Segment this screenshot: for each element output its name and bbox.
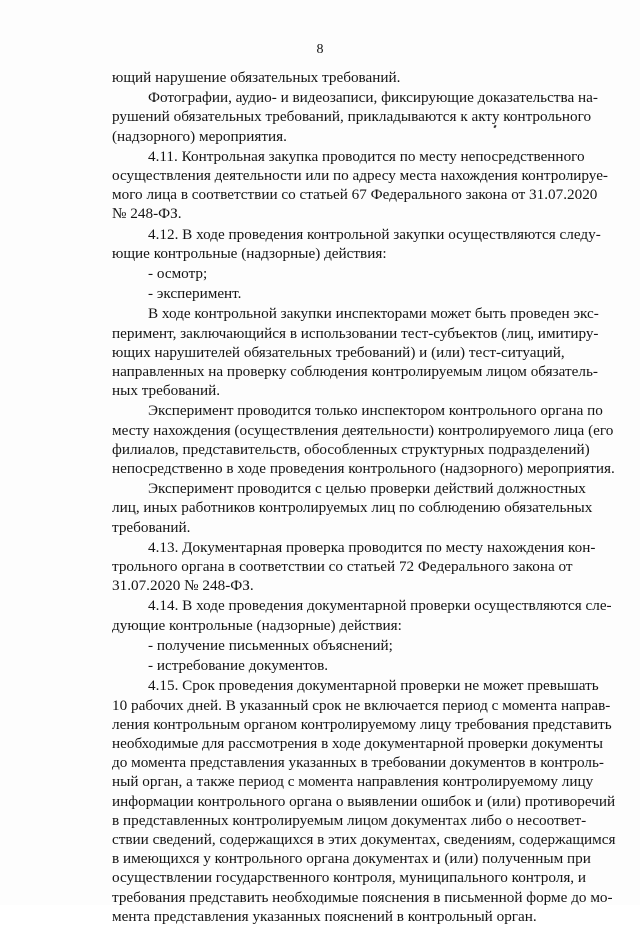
text-line: лиц, иных работников контролируемых лиц по соблюдению обязательных (112, 499, 593, 517)
text-line: осуществления деятельности или по адресу места нахождения контролируе- (112, 167, 608, 185)
text-line: ных требований. (112, 382, 221, 400)
page-number: 8 (316, 42, 324, 57)
text-line: мого лица в соответствии со статьей 67 Федерального закона от 31.07.2020 (112, 186, 598, 204)
text-line: ющие контрольные (надзорные) действия: (112, 244, 387, 262)
text-line: требования представить необходимые пояснения в письменной форме до мо- (112, 888, 613, 906)
text-line: требований. (112, 518, 191, 536)
paragraph (112, 304, 599, 400)
text-line: осуществлении государственного контроля, муниципального контроля, и (112, 869, 587, 887)
paragraph (112, 225, 601, 263)
document-body (112, 68, 616, 927)
text-line: необходимые для рассмотрения в ходе документарной проверки документы (112, 734, 603, 752)
text-line: 4.14. В ходе проведения документарной проверки осуществляются сле- (148, 597, 612, 615)
text-line: перимент, заключающийся в использовании тест-субъектов (лиц, имитиру- (112, 324, 599, 342)
paragraph (112, 88, 598, 146)
text-line: В ходе контрольной закупки инспекторами может быть проведен экс- (148, 305, 599, 323)
text-line: рушений обязательных требований, прикладываются к акту контрольного (112, 108, 592, 126)
text-line: 10 рабочих дней. В указанный срок не включается период с момента направ- (112, 696, 611, 714)
text-line: 4.13. Документарная проверка проводится по месту нахождения кон- (148, 538, 596, 556)
text-line: - эксперимент. (148, 285, 242, 303)
text-line: ющих нарушителей обязательных требований) и (или) тест-ситуаций, (112, 343, 565, 361)
text-line: непосредственно в ходе проведения контрольного (надзорного) мероприятия. (112, 460, 615, 478)
list-item (112, 636, 536, 655)
text-line: Фотографии, аудио- и видеозаписи, фиксирующие доказательства на- (148, 89, 598, 107)
text-line: ствии сведений, содержащихся в этих документах, сведениям, содержащимся (112, 830, 616, 848)
text-line: Эксперимент проводится только инспектором контрольного органа по (148, 402, 603, 420)
list-item (112, 284, 536, 303)
text-line: - истребование документов. (148, 657, 329, 675)
paragraph (112, 68, 536, 87)
text-line: - получение письменных объяснений; (148, 636, 393, 654)
text-line: информации контрольного органа о выявлении ошибок и (или) противоречий (112, 792, 616, 810)
text-line: ющий нарушение обязательных требований. (112, 69, 401, 86)
text-line: месту нахождения (осуществления деятельности) контролируемого лица (его (112, 421, 614, 439)
paragraph (112, 401, 615, 478)
text-line: - осмотр; (148, 265, 208, 283)
text-line: мента представления указанных пояснений в контрольный орган. (112, 907, 537, 925)
list-item (112, 264, 536, 283)
text-line: 4.12. В ходе проведения контрольной закупки осуществляются следу- (148, 225, 601, 243)
text-line: ления контрольным органом контролируемому лицу требования представить (112, 715, 612, 733)
list-item (112, 656, 536, 675)
text-line: № 248-ФЗ. (112, 205, 182, 223)
paragraph (112, 676, 616, 926)
text-line: до момента представления указанных в требовании документов в контроль- (112, 754, 604, 772)
text-line: 4.11. Контрольная закупка проводится по месту непосредственного (148, 147, 585, 165)
text-line: дующие контрольные (надзорные) действия: (112, 616, 402, 634)
text-line: в имеющихся у контрольного органа документах и (или) полученным при (112, 850, 591, 868)
paragraph (112, 147, 608, 224)
text-line: трольного органа в соответствии со статьей 72 Федерального закона от (112, 558, 573, 576)
text-line: филиалов, представительств, обособленных структурных подразделений) (112, 440, 590, 458)
text-line: Эксперимент проводится с целью проверки действий должностных (148, 480, 586, 498)
text-line: направленных на проверку соблюдения контролируемым лицом обязатель- (112, 363, 598, 381)
text-line: в представленных контролируемым лицом документах либо о несоответ- (112, 811, 587, 829)
paragraph (112, 596, 612, 634)
paragraph (112, 479, 593, 537)
paragraph (112, 538, 596, 596)
text-line: (надзорного) мероприятия. (112, 127, 287, 145)
text-line: ный орган, а также период с момента направления контролируемому лицу (112, 773, 594, 791)
text-line: 4.15. Срок проведения документарной проверки не может превышать (148, 677, 599, 695)
text-line: 31.07.2020 № 248-ФЗ. (112, 577, 254, 595)
